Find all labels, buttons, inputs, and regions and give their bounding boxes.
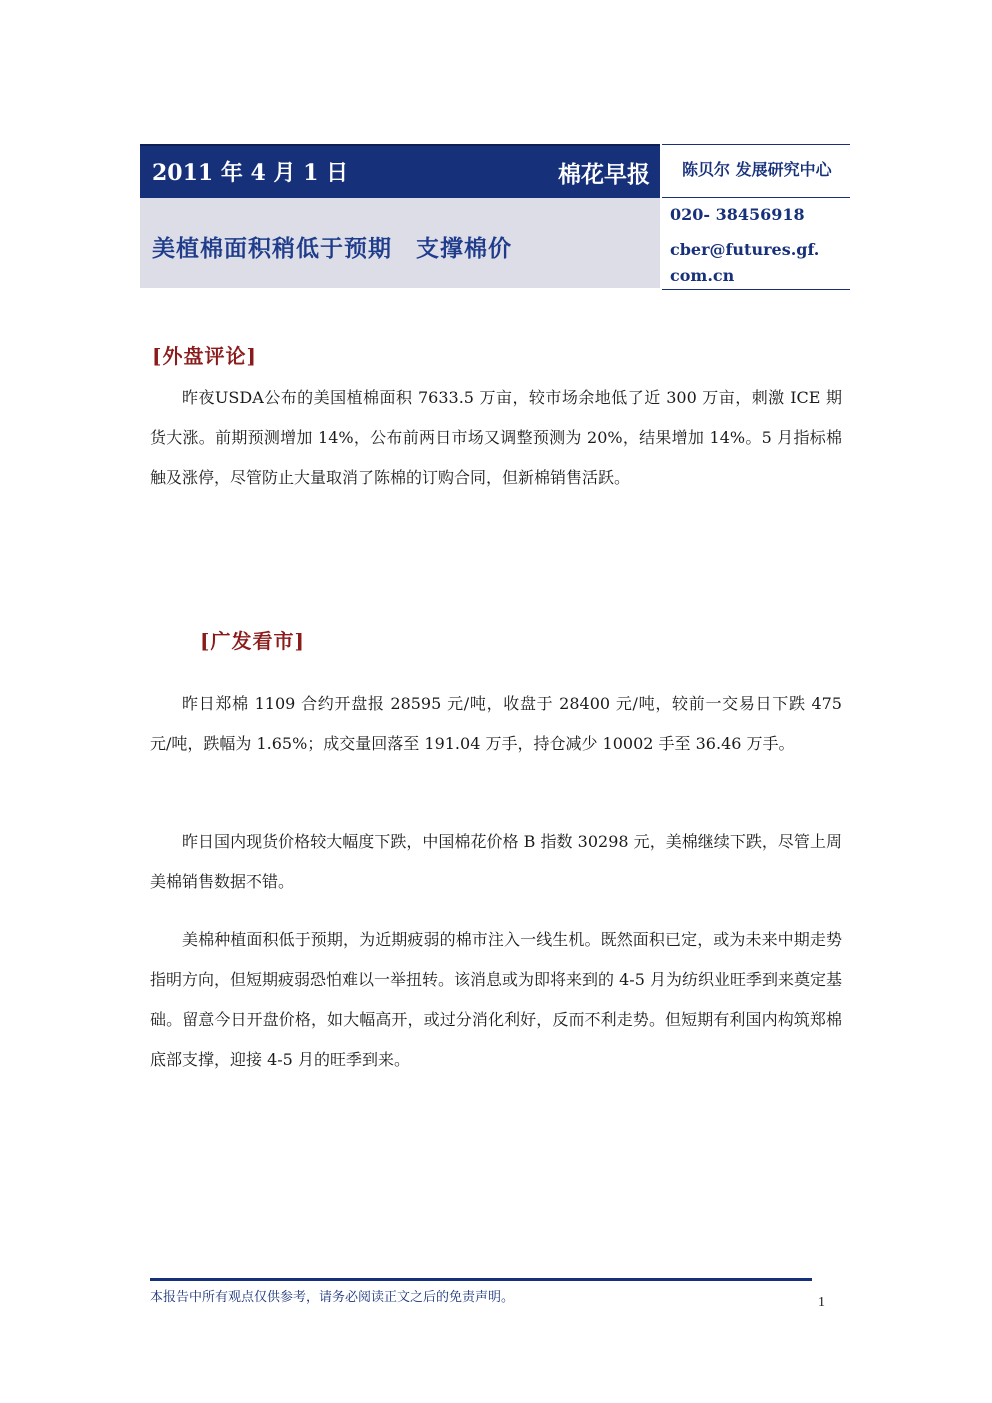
contact-phone: 020- 38456918	[670, 205, 805, 224]
contact-divider	[662, 197, 850, 198]
report-title-band	[140, 198, 660, 288]
report-header-band	[140, 144, 660, 198]
contact-block	[662, 144, 850, 290]
paragraph-market-view-1: 昨日郑棉 1109 合约开盘报 28595 元/吨，收盘于 28400 元/吨，较前一交易日下跌 475 元/吨，跌幅为 1.65%；成交量回落至 191.04 万手，持仓减少 10002 手至 36.46 万手。	[150, 694, 842, 753]
footer-rule	[150, 1278, 812, 1281]
report-type: 棉花早报	[558, 161, 650, 188]
report-title: 美植棉面积稍低于预期 支撑棉价	[152, 235, 512, 262]
analyst-name: 陈贝尔 发展研究中心	[682, 160, 832, 179]
page-number: 1	[818, 1295, 825, 1310]
paragraph-overseas-1: 昨夜USDA公布的美国植棉面积 7633.5 万亩，较市场余地低了近 300 万亩，刺激 ICE 期货大涨。前期预测增加 14%，公布前两日市场又调整预测为 20%，结果增加 14%。5 月指标棉触及涨停，尽管防止大量取消了陈棉的订购合同，但新棉销售活跃。	[150, 388, 842, 487]
footer-disclaimer: 本报告中所有观点仅供参考，请务必阅读正文之后的免责声明。	[150, 1290, 515, 1305]
paragraph-market-view-3: 美棉种植面积低于预期，为近期疲弱的棉市注入一线生机。既然面积已定，或为未来中期走势指明方向，但短期疲弱恐怕难以一举扭转。该消息或为即将来到的 4-5 月为纺织业旺季到来奠定基础。留意今日开盘价格，如大幅高开，或过分消化利好，反而不利走势。但短期有利国内构筑郑棉底部支撑，迎接 4-5 月的旺季到来。	[150, 930, 842, 1069]
section-heading-overseas: [外盘评论]	[152, 344, 257, 368]
paragraph-market-view-2: 昨日国内现货价格较大幅度下跌，中国棉花价格 B 指数 30298 元，美棉继续下跌，尽管上周美棉销售数据不错。	[150, 832, 842, 891]
contact-email[interactable]: cber@futures.gf.com.cn	[670, 240, 820, 285]
section-heading-market-view: [广发看市]	[200, 629, 305, 653]
report-date: 2011 年 4 月 1 日	[152, 160, 349, 186]
